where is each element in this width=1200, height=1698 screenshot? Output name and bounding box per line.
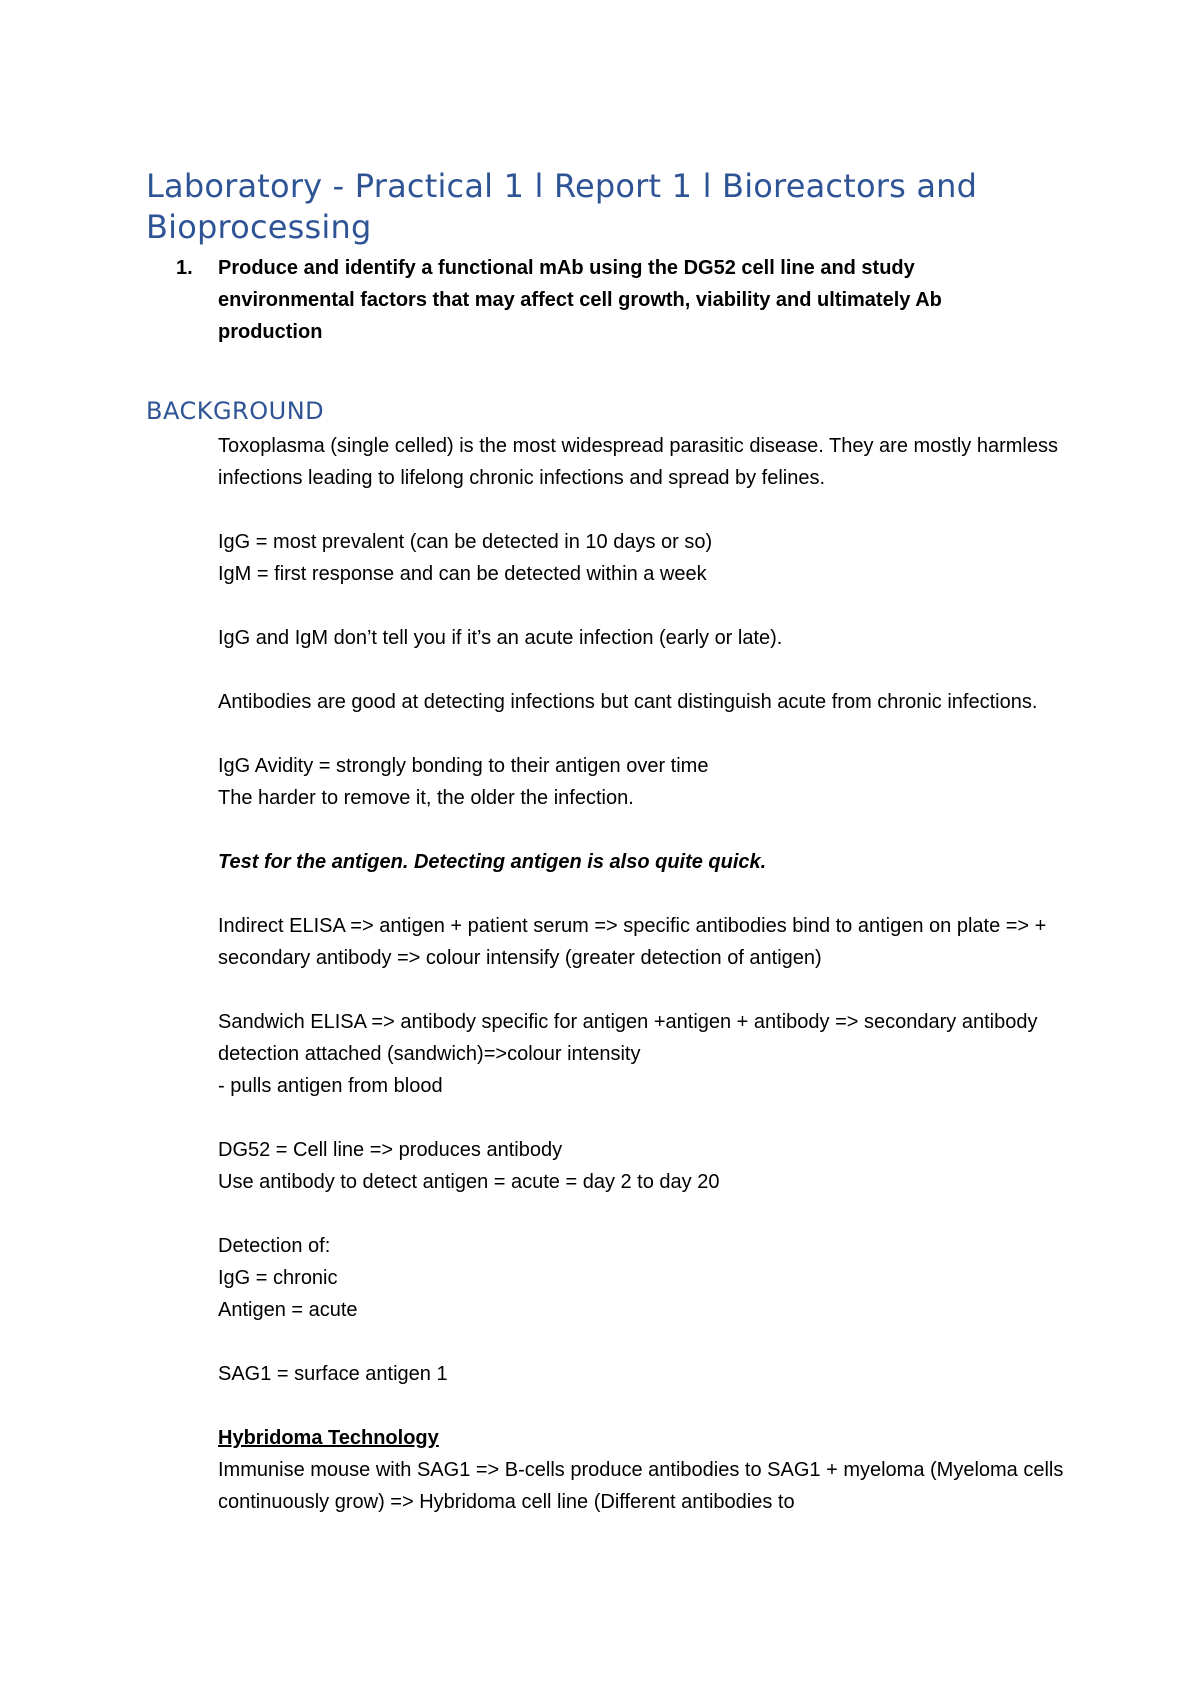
text-line: Detection of: <box>218 1235 331 1257</box>
text-line: IgM = first response and can be detected within a week <box>218 563 707 585</box>
text-line: Use antibody to detect antigen = acute = day 2 to day 20 <box>218 1171 720 1193</box>
background-heading: BACKGROUND <box>146 397 325 425</box>
text-line: IgG Avidity = strongly bonding to their antigen over time <box>218 755 709 777</box>
text-line: IgG = most prevalent (can be detected in 10 days or so) <box>218 531 713 553</box>
text-line: Antigen = acute <box>218 1299 358 1321</box>
text-line: The harder to remove it, the older the infection. <box>218 787 634 809</box>
paragraph-acute: IgG and IgM don’t tell you if it’s an acute infection (early or late). <box>218 627 783 649</box>
paragraph-igg-igm <box>218 526 1068 590</box>
paragraph-sandwich-elisa <box>218 1006 1068 1102</box>
hybridoma-heading: Hybridoma Technology <box>218 1427 439 1449</box>
paragraph-sag1: SAG1 = surface antigen 1 <box>218 1363 448 1385</box>
paragraph-hybridoma <box>218 1422 1068 1518</box>
text-line: Immunise mouse with SAG1 => B-cells produce antibodies to SAG1 + myeloma (Myeloma cells continuously grow) => Hybridoma cell line (Different antibodies to <box>218 1459 1064 1513</box>
text-line: - pulls antigen from blood <box>218 1075 443 1097</box>
page-title: Laboratory - Practical 1 l Report 1 l Bioreactors and Bioprocessing <box>146 167 978 246</box>
objective-text: Produce and identify a functional mAb using the DG52 cell line and study environmental factors that may affect cell growth, viability and ultimately Ab production <box>218 257 942 343</box>
paragraph-detection <box>218 1230 1068 1326</box>
background-body <box>218 430 1068 1518</box>
paragraph-test-antigen: Test for the antigen. Detecting antigen is also quite quick. <box>218 851 767 873</box>
text-line: IgG = chronic <box>218 1267 338 1289</box>
paragraph-avidity <box>218 750 1068 814</box>
paragraph-indirect-elisa: Indirect ELISA => antigen + patient serum => specific antibodies bind to antigen on plate => + secondary antibody => colour intensify (greater detection of antigen) <box>218 915 1047 969</box>
text-line: DG52 = Cell line => produces antibody <box>218 1139 563 1161</box>
text-line: Sandwich ELISA => antibody specific for antigen +antigen + antibody => secondary antibody detection attached (sandwich)=>colour intensity <box>218 1011 1038 1065</box>
paragraph-toxoplasma: Toxoplasma (single celled) is the most widespread parasitic disease. They are mostly harmless infections leading to lifelong chronic infections and spread by felines. <box>218 435 1058 489</box>
paragraph-dg52 <box>218 1134 1068 1198</box>
paragraph-antibodies: Antibodies are good at detecting infections but cant distinguish acute from chronic infections. <box>218 691 1038 713</box>
list-number: 1. <box>176 257 193 279</box>
objective-list-item <box>176 252 1036 348</box>
